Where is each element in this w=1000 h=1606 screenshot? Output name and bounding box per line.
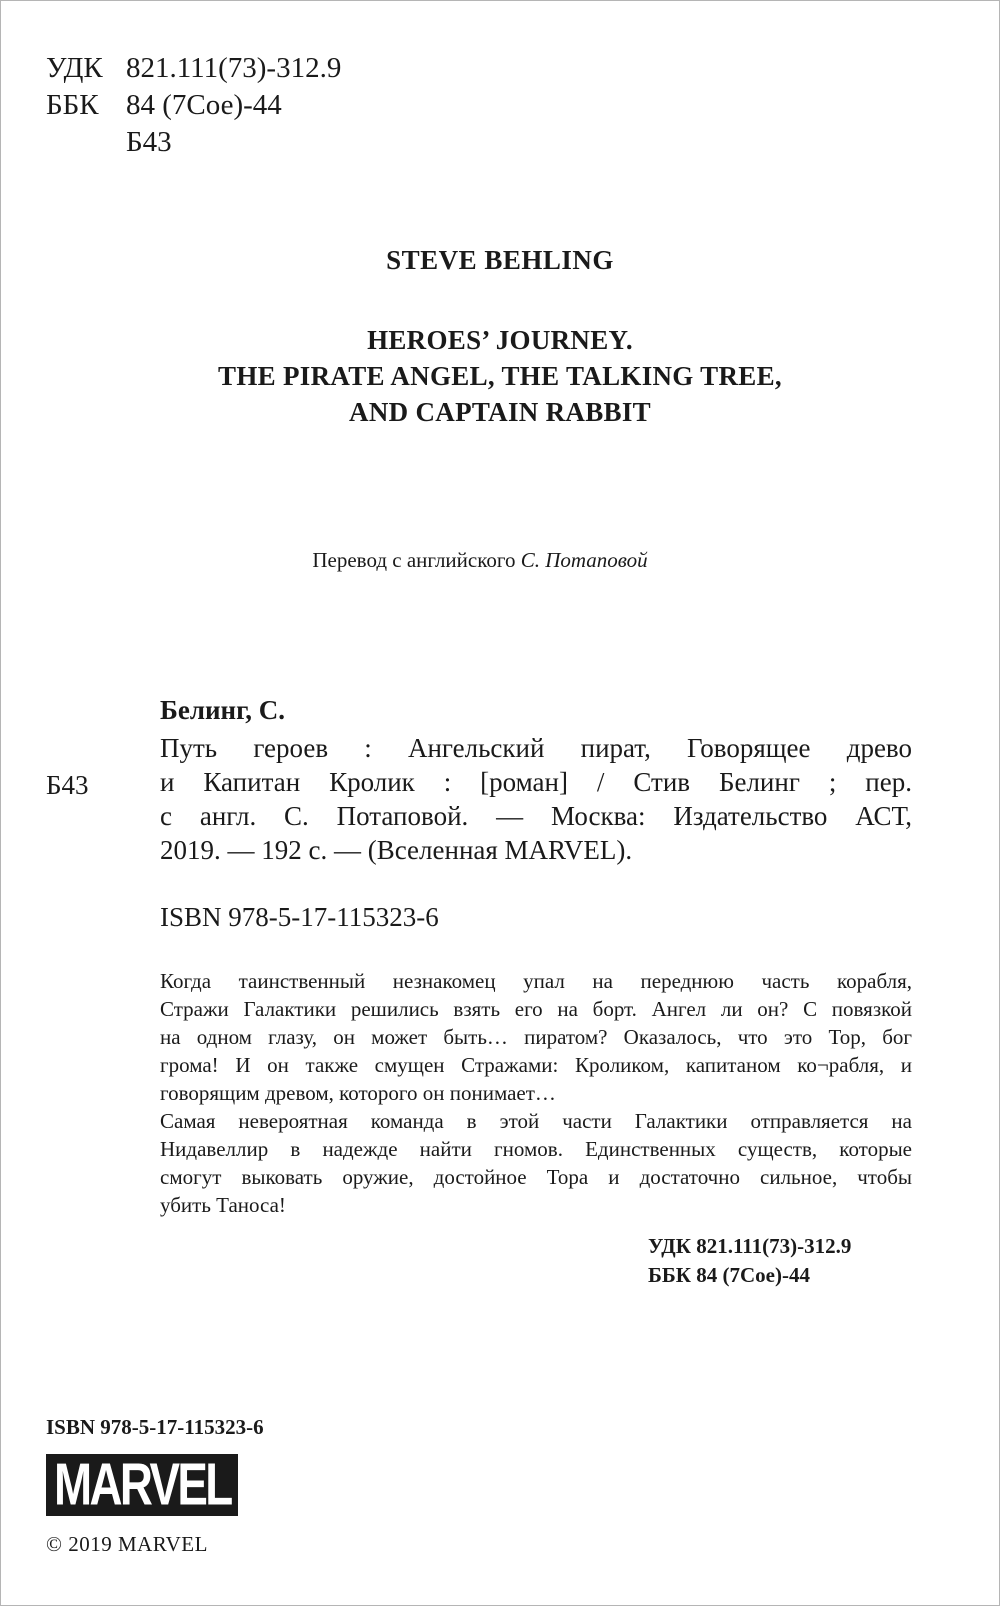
author-mark-top: Б43	[126, 126, 172, 158]
annotation-line: говорящим древом, которого он понимает…	[160, 1081, 556, 1105]
original-title-line: THE PIRATE ANGEL, THE TALKING TREE,	[218, 361, 782, 391]
classification-codes-top	[46, 50, 341, 161]
bbk-bottom: ББК 84 (7Сое)-44	[648, 1263, 810, 1287]
catalog-description-line: 2019. — 192 с. — (Вселенная MARVEL).	[160, 835, 633, 865]
original-title-line: AND CAPTAIN RABBIT	[349, 397, 651, 427]
catalog-author-mark: Б43	[46, 770, 89, 800]
udk-value: 821.111(73)-312.9	[126, 52, 342, 84]
annotation	[160, 967, 912, 1219]
annotation-line: Нидавеллир в надежде найти гномов. Единственных существ, которые	[160, 1137, 912, 1161]
udk-label: УДК	[46, 52, 103, 84]
annotation-line: на одном глазу, он может быть… пиратом? Оказалось, что это Тор, бог	[160, 1025, 912, 1049]
annotation-line: Стражи Галактики решились взять его на борт. Ангел ли он? С повязкой	[160, 997, 912, 1021]
original-author: STEVE BEHLING	[386, 245, 614, 275]
classification-codes-bottom	[648, 1232, 851, 1290]
catalog-description	[160, 731, 912, 867]
catalog-description-line: и Капитан Кролик : [роман] / Стив Белинг ; пер.	[160, 767, 912, 797]
translation-credit	[0, 548, 960, 573]
original-title	[0, 322, 1000, 430]
annotation-line: убить Таноса!	[160, 1193, 286, 1217]
annotation-line: Когда таинственный незнакомец упал на переднюю часть корабля,	[160, 969, 912, 993]
bbk-value: 84 (7Сое)-44	[126, 89, 282, 121]
catalog-description-line: с англ. С. Потаповой. — Москва: Издательство АСТ,	[160, 801, 912, 831]
translator-name: С. Потаповой	[520, 548, 648, 572]
translation-prefix: Перевод с английского	[312, 548, 521, 572]
annotation-line: Самая невероятная команда в этой части Галактики отправляется на	[160, 1109, 912, 1133]
annotation-line: грома! И он также смущен Стражами: Кроликом, капитаном ко¬рабля, и	[160, 1053, 912, 1077]
copyright: © 2019 MARVEL	[46, 1532, 208, 1556]
udk-bottom: УДК 821.111(73)-312.9	[648, 1234, 852, 1258]
annotation-line: смогут выковать оружие, достойное Тора и достаточно сильное, чтобы	[160, 1165, 912, 1189]
catalog-isbn: ISBN 978-5-17-115323-6	[160, 902, 439, 932]
author-mark-row	[46, 124, 341, 161]
udk-row	[46, 50, 341, 87]
marvel-logo	[46, 1451, 238, 1519]
bbk-row	[46, 87, 341, 124]
original-title-line: HEROES’ JOURNEY.	[367, 325, 633, 355]
bbk-label: ББК	[46, 89, 99, 121]
isbn-bottom: ISBN 978-5-17-115323-6	[46, 1415, 264, 1439]
catalog-description-line: Путь героев : Ангельский пират, Говорящее древо	[160, 733, 912, 763]
marvel-logo-text: MARVEL	[53, 1451, 231, 1519]
catalog-author-heading: Белинг, С.	[160, 695, 286, 725]
